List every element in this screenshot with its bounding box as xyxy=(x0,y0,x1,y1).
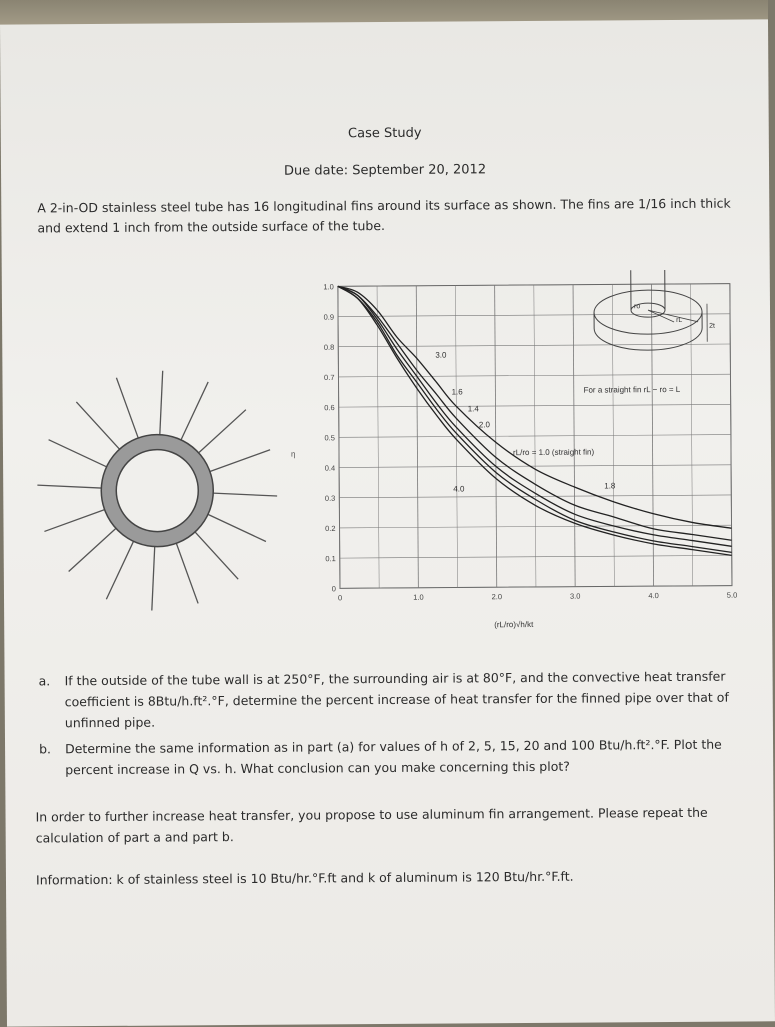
curve-label-1-4: 1.4 xyxy=(467,404,479,414)
question-a-text: If the outside of the tube wall is at 250°F, the surrounding air is at 80°F, and the convective heat transfer coefficient is 8Btu/h.ft².°F, determine the percent increase of heat transfer for the finned pipe over that of unfinned pipe. xyxy=(64,668,729,731)
y-tick-label: 0.9 xyxy=(323,312,335,322)
intro-paragraph: A 2-in-OD stainless steel tube has 16 longitudinal fins around its surface as shown. The fins are 1/16 inch thick and extend 1 inch from the outside surface of the tube. xyxy=(37,195,731,236)
fin-line xyxy=(208,514,266,542)
question-a xyxy=(38,665,765,733)
inset-label-ro: ro xyxy=(633,303,641,311)
fin-line xyxy=(106,541,134,599)
fin-line xyxy=(198,410,246,453)
fin-line xyxy=(195,532,238,580)
fin-line xyxy=(176,543,198,603)
question-a-letter: a. xyxy=(38,673,51,689)
fin-line xyxy=(116,378,138,438)
y-tick-label: 0.5 xyxy=(324,433,335,443)
straight-fin-formula: For a straight fin rL − ro = L xyxy=(583,384,681,395)
y-tick-label: 0.6 xyxy=(324,403,335,413)
y-tick-label: 1.0 xyxy=(323,282,334,292)
fin-line xyxy=(37,485,101,489)
y-tick-label: 0.7 xyxy=(324,372,335,383)
y-tick-label: 0 xyxy=(331,584,336,594)
fin-line xyxy=(68,528,116,571)
question-b-letter: b. xyxy=(39,741,52,757)
tube-bore xyxy=(116,449,199,532)
due-date: Due date: September 20, 2012 xyxy=(283,162,487,179)
x-tick-label: 4.0 xyxy=(648,591,659,601)
y-axis-label: η xyxy=(290,449,296,459)
curve-label-4-0: 4.0 xyxy=(453,484,465,494)
fin-line xyxy=(76,402,119,450)
x-tick-label: 2.0 xyxy=(491,592,503,602)
finned-tube-diagram xyxy=(37,375,289,617)
fin-line xyxy=(181,382,209,440)
annular-fin-sketch xyxy=(594,270,708,351)
y-tick-label: 0.2 xyxy=(325,523,336,534)
curve-label-3-0: 3.0 xyxy=(435,350,447,360)
curve-label-1-8: 1.8 xyxy=(604,481,616,491)
y-tick-label: 0.3 xyxy=(324,493,336,503)
x-axis-label: (rL/ro)√h/kt xyxy=(494,619,534,630)
fin-line xyxy=(213,493,277,497)
inset-label-2t: 2t xyxy=(709,322,715,330)
straight-fin-annotation: rL/ro = 1.0 (straight fin) xyxy=(512,447,595,458)
fin-line xyxy=(210,450,270,472)
x-tick-label: 0 xyxy=(337,593,343,603)
curve-label-2-0: 2.0 xyxy=(478,420,490,430)
aluminum-note: In order to further increase heat transfer, you propose to use aluminum fin arrangement. Please repeat the calculation of part a and part b. xyxy=(35,804,708,846)
fin-line xyxy=(49,439,107,467)
page-title: Case Study xyxy=(347,125,422,142)
curve-label-1-6: 1.6 xyxy=(451,387,463,397)
inset-label-rl: rL xyxy=(676,316,683,324)
x-tick-label: 3.0 xyxy=(569,591,581,601)
fin-efficiency-chart xyxy=(290,264,745,630)
y-tick-label: 0.1 xyxy=(325,554,336,564)
paper-sheet xyxy=(0,19,775,1026)
fin-line xyxy=(151,547,155,611)
y-tick-label: 0.8 xyxy=(323,342,335,352)
x-tick-label: 5.0 xyxy=(726,590,738,600)
question-b xyxy=(39,733,765,780)
x-tick-label: 1.0 xyxy=(413,592,424,602)
fin-line xyxy=(44,510,104,532)
material-information: Information: k of stainless steel is 10 Btu/hr.°F.ft and k of aluminum is 120 Btu/hr.°F.ft. xyxy=(35,868,574,888)
y-tick-label: 0.4 xyxy=(324,463,336,473)
question-b-text: Determine the same information as in part (a) for values of h of 2, 5, 15, 20 and 100 Btu/h.ft².°F. Plot the percent increase in Q vs. h. What conclusion can you make concerning this plot? xyxy=(65,736,722,778)
fin-line xyxy=(159,371,163,435)
